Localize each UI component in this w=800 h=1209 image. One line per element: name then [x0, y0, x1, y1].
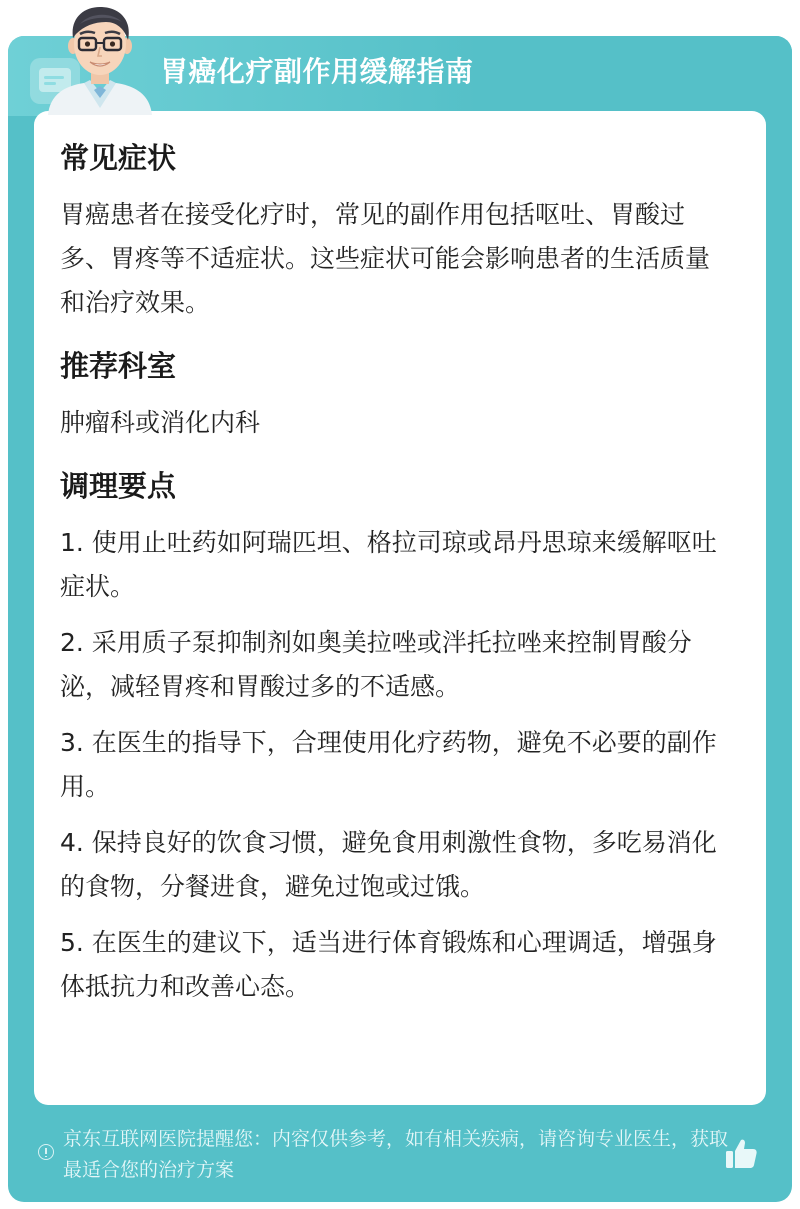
footer-notice: 京东互联网医院提醒您：内容仅供参考，如有相关疾病，请咨询专业医生，获取最适合您的治疗方案 [63, 1128, 729, 1181]
care-item: 4. 保持良好的饮食习惯，避免食用刺激性食物，多吃易消化的食物，分餐进食，避免过饱或过饿。 [60, 828, 717, 901]
doctor-avatar [40, 0, 160, 115]
care-item: 5. 在医生的建议下，适当进行体育锻炼和心理调适，增强身体抵抗力和改善心态。 [60, 928, 717, 1001]
page-frame [8, 36, 792, 1202]
care-item: 3. 在医生的指导下，合理使用化疗药物，避免不必要的副作用。 [60, 728, 717, 801]
info-icon [38, 1144, 54, 1160]
page-title: 胃癌化疗副作用缓解指南 [160, 55, 474, 88]
department-heading: 推荐科室 [60, 349, 177, 383]
content-card [34, 111, 766, 1105]
department-text: 肿瘤科或消化内科 [60, 408, 261, 437]
footer [8, 1120, 792, 1202]
symptoms-heading: 常见症状 [60, 141, 177, 175]
care-item: 1. 使用止吐药如阿瑞匹坦、格拉司琼或昂丹思琼来缓解呕吐症状。 [60, 528, 717, 601]
symptoms-text: 胃癌患者在接受化疗时，常见的副作用包括呕吐、胃酸过多、胃疼等不适症状。这些症状可能会影响患者的生活质量和治疗效果。 [60, 200, 711, 317]
care-heading: 调理要点 [60, 469, 177, 503]
care-item: 2. 采用质子泵抑制剂如奥美拉唑或泮托拉唑来控制胃酸分泌，减轻胃疼和胃酸过多的不适感。 [60, 628, 692, 701]
content-body [60, 135, 730, 1021]
thumbs-up-icon[interactable] [723, 1136, 759, 1172]
